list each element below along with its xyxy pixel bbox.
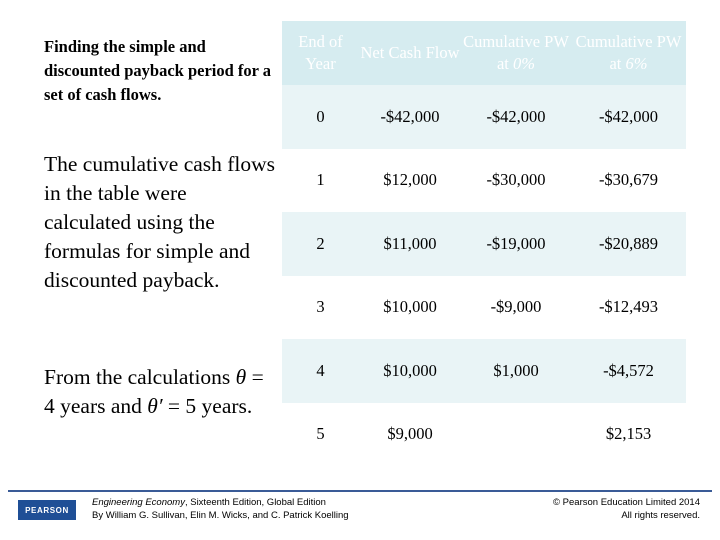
cell-cash-flow: $10,000	[359, 276, 461, 340]
cell-cash-flow: -$42,000	[359, 85, 461, 149]
pearson-logo: PEARSON	[18, 500, 76, 520]
footer-book-line	[92, 496, 349, 509]
header-cum-pw6-text: Cumulative PW at	[575, 32, 682, 73]
cell-pw0: -$19,000	[461, 212, 571, 276]
header-end-of-year: End of Year	[282, 21, 359, 85]
table-row	[282, 212, 686, 276]
cell-pw6: -$4,572	[571, 339, 686, 403]
conclusion-suffix: = 5 years.	[162, 394, 253, 418]
cell-pw0: $1,000	[461, 339, 571, 403]
cell-pw6: -$12,493	[571, 276, 686, 340]
footer-copyright: © Pearson Education Limited 2014	[553, 497, 700, 508]
table-row	[282, 85, 686, 149]
cell-year: 3	[282, 276, 359, 340]
table-row	[282, 149, 686, 213]
cell-cash-flow: $12,000	[359, 149, 461, 213]
theta-prime-symbol: θ′	[147, 394, 163, 418]
cell-pw6: -$30,679	[571, 149, 686, 213]
cell-pw6: -$42,000	[571, 85, 686, 149]
conclusion-paragraph	[44, 363, 279, 421]
footer-book-edition: , Sixteenth Edition, Global Edition	[184, 497, 326, 508]
payback-table	[282, 21, 686, 466]
cell-pw0: -$30,000	[461, 149, 571, 213]
cell-cash-flow: $10,000	[359, 339, 461, 403]
cell-pw0: -$42,000	[461, 85, 571, 149]
table-row	[282, 403, 686, 467]
cell-pw6: $2,153	[571, 403, 686, 467]
header-cum-pw0-text: Cumulative PW at	[463, 32, 569, 73]
header-cum-pw0-rate: 0%	[513, 54, 536, 73]
header-cum-pw6-rate: 6%	[625, 54, 648, 73]
header-cumulative-pw-0	[461, 21, 571, 85]
header-net-cash-flow: Net Cash Flow	[359, 21, 461, 85]
explanation-paragraph: The cumulative cash flows in the table were calculated using the formulas for simple and discounted payback.	[44, 152, 276, 292]
cell-cash-flow: $11,000	[359, 212, 461, 276]
cell-pw0	[461, 403, 571, 467]
conclusion-prefix: From the calculations	[44, 365, 236, 389]
cell-year: 1	[282, 149, 359, 213]
cell-year: 5	[282, 403, 359, 467]
cell-year: 4	[282, 339, 359, 403]
slide-heading: Finding the simple and discounted payback period for a set of cash flows.	[44, 37, 272, 104]
footer-authors: By William G. Sullivan, Elin M. Wicks, and C. Patrick Koelling	[92, 510, 349, 521]
footer-divider	[8, 490, 712, 492]
left-text-column	[44, 35, 274, 107]
table-row	[282, 339, 686, 403]
cell-pw6: -$20,889	[571, 212, 686, 276]
footer-copyright-block	[553, 496, 700, 522]
footer-citation	[92, 496, 349, 522]
conclusion-middle: = 4 years and	[44, 365, 264, 418]
theta-symbol: θ	[235, 365, 247, 389]
header-cumulative-pw-6	[571, 21, 686, 85]
cell-year: 0	[282, 85, 359, 149]
cell-cash-flow: $9,000	[359, 403, 461, 467]
cell-year: 2	[282, 212, 359, 276]
footer-rights: All rights reserved.	[621, 510, 700, 521]
footer-book-title: Engineering Economy	[92, 497, 185, 508]
cell-pw0: -$9,000	[461, 276, 571, 340]
table-header-row	[282, 21, 686, 85]
table-row	[282, 276, 686, 340]
